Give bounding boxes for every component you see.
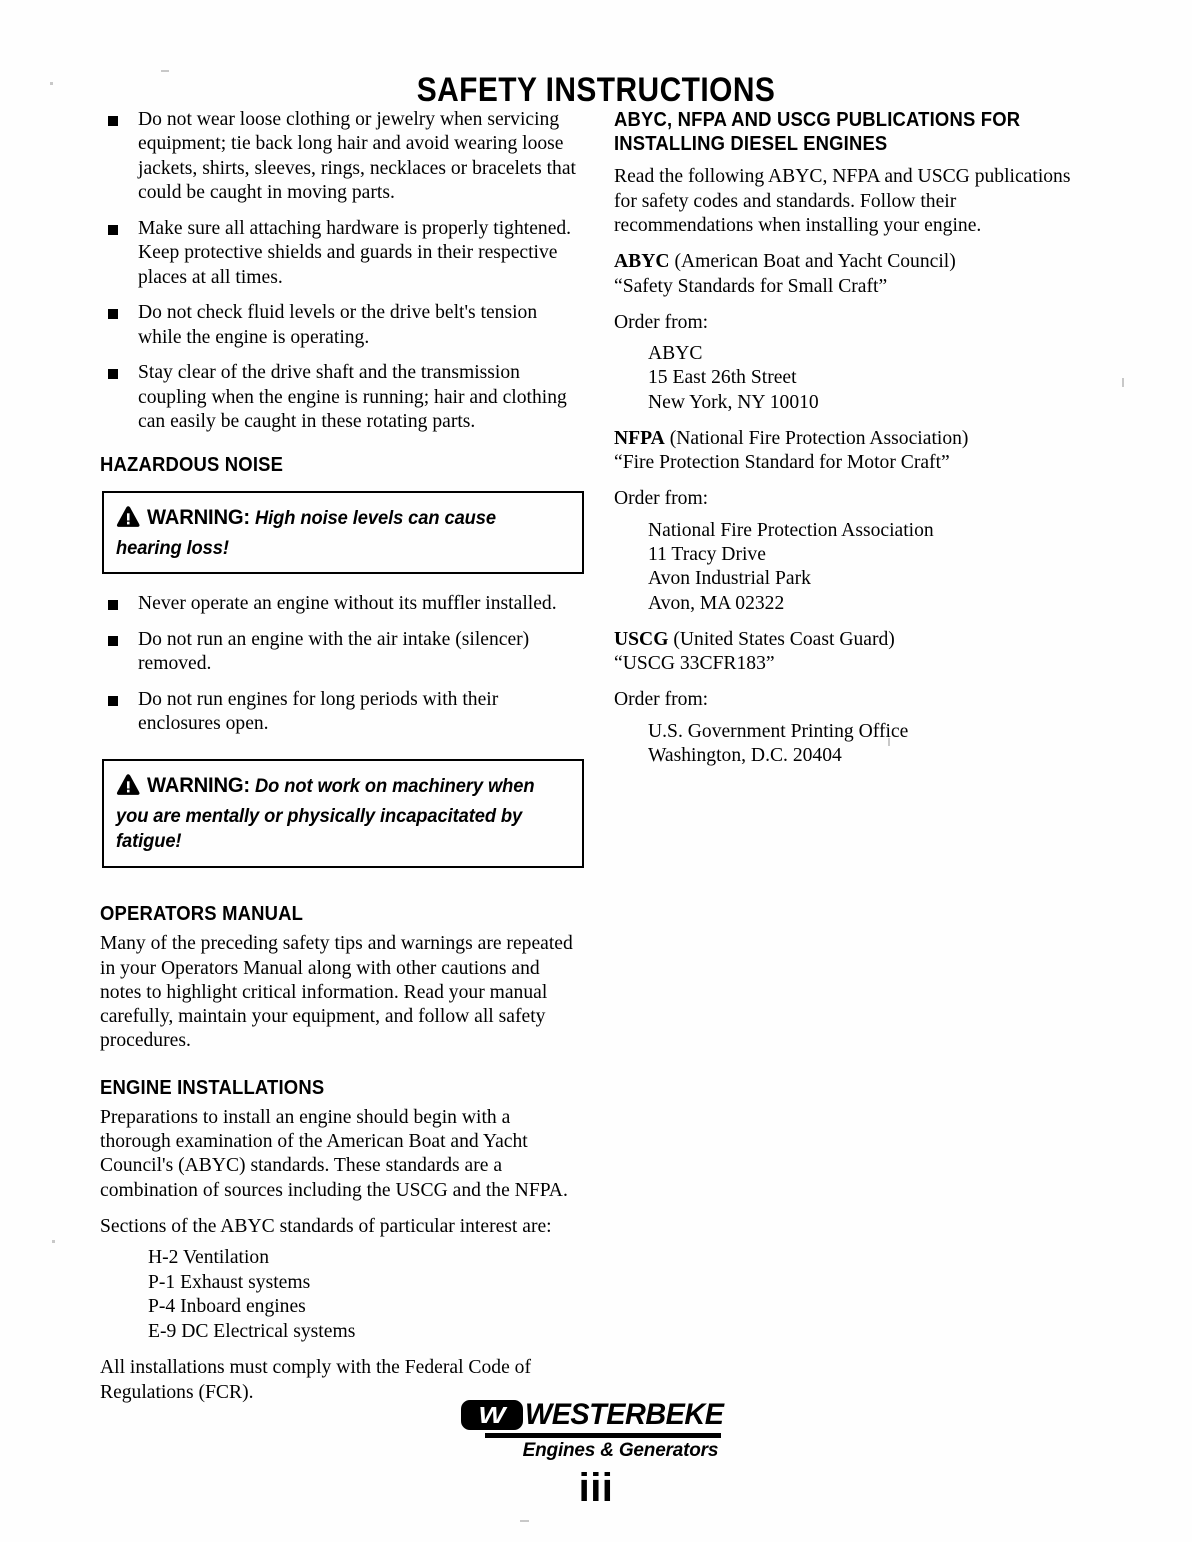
address-line: Avon Industrial Park bbox=[648, 568, 811, 590]
list-item-text: Do not run engines for long periods with their enclosures open. bbox=[138, 688, 499, 735]
square-bullet-icon bbox=[108, 636, 118, 646]
address-line: New York, NY 10010 bbox=[648, 391, 819, 413]
address-line: 15 East 26th Street bbox=[648, 367, 797, 389]
westerbeke-logo bbox=[461, 1398, 732, 1462]
list-item: P-1 Exhaust systems bbox=[148, 1271, 311, 1293]
publication-standard-abyc: “Safety Standards for Small Craft” bbox=[614, 275, 888, 297]
warning-label: WARNING: bbox=[147, 505, 250, 529]
safety-bullet-list-noise bbox=[100, 592, 578, 736]
list-item bbox=[100, 217, 578, 290]
address-line: National Fire Protection Association bbox=[648, 519, 934, 541]
publication-address-nfpa bbox=[648, 519, 1076, 616]
order-from-label-uscg: Order from: bbox=[614, 689, 709, 711]
page-title: SAFETY INSTRUCTIONS bbox=[416, 70, 776, 109]
publication-full-name: (American Boat and Yacht Council) bbox=[674, 251, 956, 273]
warning-message: Do not work on machinery when you are mentally or physically incapacitated by fatigue! bbox=[116, 774, 535, 853]
list-item-text: Stay clear of the drive shaft and the transmission coupling when the engine is running; hair and clothing can easily be caught in these rotating parts. bbox=[138, 362, 567, 433]
warning-text-line bbox=[116, 503, 543, 561]
safety-bullet-list-top bbox=[100, 108, 578, 435]
order-from-label-abyc: Order from: bbox=[614, 311, 709, 333]
publication-address-abyc bbox=[648, 342, 1076, 415]
warning-text-line bbox=[116, 771, 543, 855]
engine-installations-paragraph-2: Sections of the ABYC standards of particular interest are: bbox=[100, 1216, 552, 1237]
address-line: Washington, D.C. 20404 bbox=[648, 745, 842, 766]
left-column bbox=[100, 108, 578, 1417]
address-line: 11 Tracy Drive bbox=[648, 544, 766, 566]
list-item bbox=[100, 592, 578, 616]
engine-installations-paragraph-3: All installations must comply with the Federal Code of Regulations (FCR). bbox=[100, 1357, 532, 1403]
publication-abbr: ABYC bbox=[614, 251, 670, 273]
list-item: E-9 DC Electrical systems bbox=[148, 1320, 356, 1342]
order-from-label-nfpa: Order from: bbox=[614, 488, 709, 510]
publication-full-name: (National Fire Protection Association) bbox=[669, 427, 969, 449]
section-heading-engine-installations: ENGINE INSTALLATIONS bbox=[100, 1075, 325, 1099]
publication-standard-nfpa: “Fire Protection Standard for Motor Craft” bbox=[614, 452, 950, 474]
warning-triangle-icon bbox=[116, 773, 140, 804]
publication-title-nfpa bbox=[614, 427, 1076, 451]
right-column bbox=[614, 108, 1076, 780]
list-item-text: Do not check fluid levels or the drive belt's tension while the engine is operating. bbox=[138, 302, 538, 348]
westerbeke-w-badge-icon bbox=[461, 1400, 523, 1430]
list-item-text: Do not run an engine with the air intake (silencer) removed. bbox=[138, 628, 530, 675]
square-bullet-icon bbox=[108, 369, 118, 379]
list-item: P-4 Inboard engines bbox=[148, 1296, 306, 1318]
publication-title-uscg bbox=[614, 628, 1076, 652]
publication-address-uscg bbox=[648, 720, 1076, 769]
publication-abbr: NFPA bbox=[614, 427, 665, 449]
warning-box-fatigue bbox=[102, 759, 584, 868]
logo-underline-bar bbox=[485, 1433, 721, 1438]
list-item-text: Never operate an engine without its muffler installed. bbox=[138, 593, 557, 615]
section-heading-operators-manual: OPERATORS MANUAL bbox=[100, 902, 304, 926]
brand-name: WESTERBEKE bbox=[524, 1398, 724, 1431]
publication-abbr: USCG bbox=[614, 628, 669, 650]
publication-title-abyc bbox=[614, 250, 1076, 274]
list-item-text: Do not wear loose clothing or jewelry when servicing equipment; tie back long hair and avoid wearing loose jackets, shirts, sleeves, rings, necklaces or bracelets that could be caught in moving parts. bbox=[138, 109, 576, 204]
address-line: ABYC bbox=[648, 343, 703, 365]
abyc-sections-list bbox=[148, 1246, 578, 1344]
list-item bbox=[100, 628, 578, 677]
brand-tagline: Engines & Generators bbox=[522, 1440, 719, 1461]
badge-letter: W bbox=[478, 1401, 506, 1428]
logo-row bbox=[461, 1398, 732, 1432]
square-bullet-icon bbox=[108, 309, 118, 319]
warning-box-hazardous-noise bbox=[102, 491, 584, 574]
operators-manual-paragraph: Many of the preceding safety tips and warnings are repeated in your Operators Manual along with other cautions and notes to highlight critical information. Read your manual carefully, maintain your equipment, and follow all safety procedures. bbox=[100, 933, 573, 1052]
square-bullet-icon bbox=[108, 696, 118, 706]
publication-standard-uscg: “USCG 33CFR183” bbox=[614, 653, 775, 675]
list-item bbox=[100, 688, 578, 737]
engine-installations-paragraph-1: Preparations to install an engine should begin with a thorough examination of the American Boat and Yacht Council's (ABYC) standards. These standards are a combination of sources including the USCG and the NFPA. bbox=[100, 1106, 568, 1201]
warning-triangle-icon bbox=[116, 505, 140, 536]
list-item: H-2 Ventilation bbox=[148, 1247, 269, 1269]
warning-label: WARNING: bbox=[147, 772, 250, 797]
section-heading-hazardous-noise: HAZARDOUS NOISE bbox=[100, 452, 284, 476]
warning-message: High noise levels can cause hearing loss! bbox=[116, 507, 496, 559]
list-item bbox=[100, 301, 578, 350]
section-heading-publications: ABYC, NFPA AND USCG PUBLICATIONS FOR INSTALLING DIESEL ENGINES bbox=[614, 108, 1021, 156]
footer-logo bbox=[0, 1398, 1192, 1462]
publications-intro: Read the following ABYC, NFPA and USCG publications for safety codes and standards. Follow their recommendations when installing your engine. bbox=[614, 166, 1071, 236]
list-item-text: Make sure all attaching hardware is properly tightened. Keep protective shields and guards in their respective places at all times. bbox=[138, 217, 572, 288]
publication-full-name: (United States Coast Guard) bbox=[673, 628, 895, 650]
square-bullet-icon bbox=[108, 600, 118, 610]
address-line: U.S. Government Printing Office bbox=[648, 720, 909, 742]
page-number: iii bbox=[578, 1466, 614, 1510]
square-bullet-icon bbox=[108, 116, 118, 126]
square-bullet-icon bbox=[108, 225, 118, 235]
list-item bbox=[100, 361, 578, 434]
address-line: Avon, MA 02322 bbox=[648, 592, 785, 614]
list-item bbox=[100, 108, 578, 206]
